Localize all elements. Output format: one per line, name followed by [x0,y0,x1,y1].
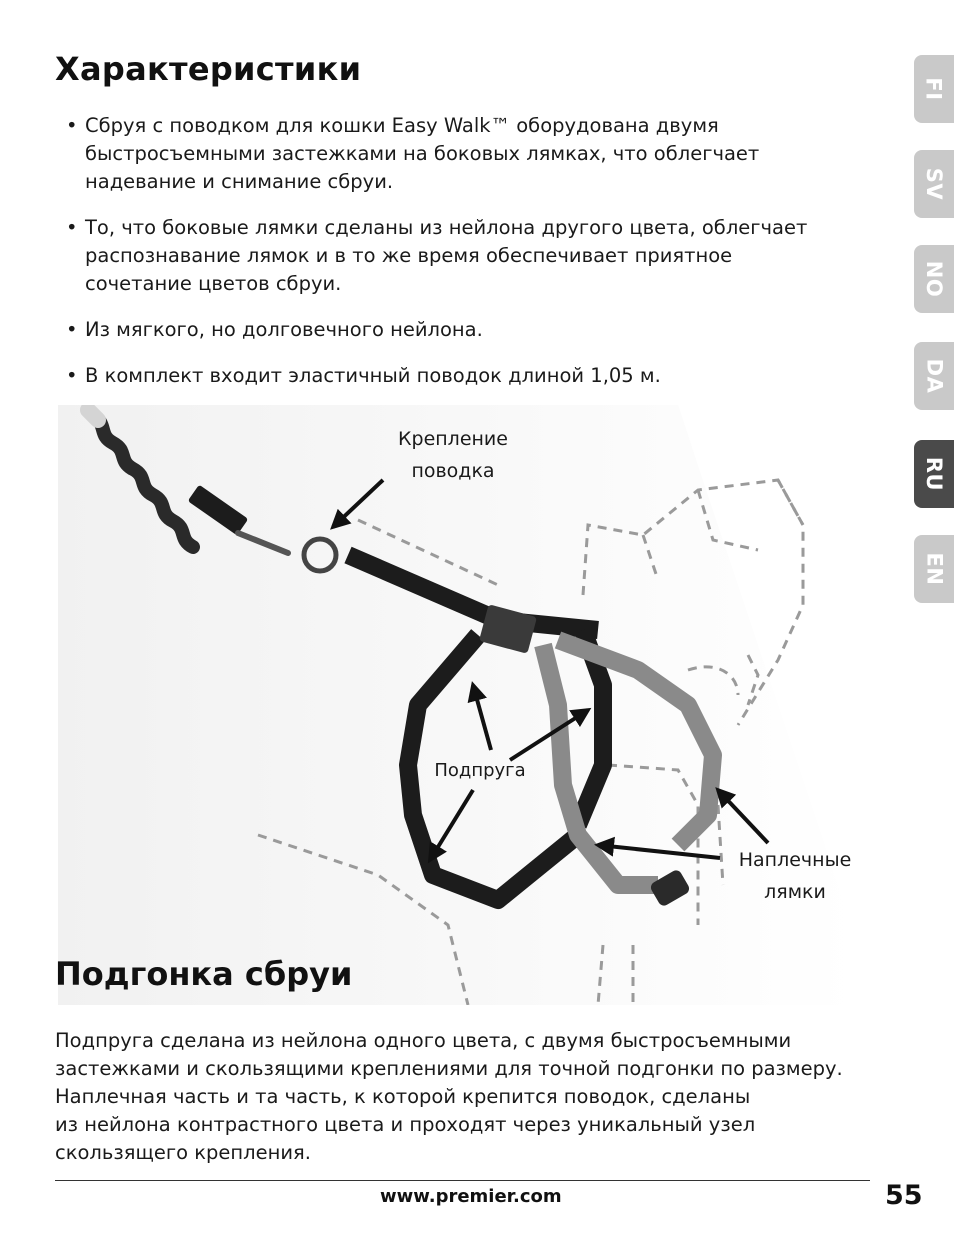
tab-label: NO [922,260,946,298]
tab-label: EN [921,552,946,586]
list-item: • В комплект входит эластичный поводок длиной 1,05 м. [66,362,866,390]
list-item: • То, что боковые лямки сделаны из нейлона другого цвета, облегчает распознавание лямок и в то же время обеспечивает приятное сочетание цветов сбруи. [66,214,866,298]
harness-illustration [58,405,858,1005]
list-item: • Сбруя с поводком для кошки Easy Walk™ оборудована двумя быстросъемными застежками на боковых лямках, что облегчает надевание и снимание сбруи. [66,112,866,196]
label-leash-attachment: Крепление поводка [398,428,508,482]
tab-fi[interactable] [914,55,954,123]
page-number: 55 [885,1180,923,1211]
tab-sv[interactable] [914,150,954,218]
label-girth: Подпруга [434,760,526,781]
harness-drawing [58,405,858,1005]
fitting-paragraph: Подпруга сделана из нейлона одного цвета, с двумя быстросъемными застежками и скользящими креплениями для точной подгонки по размеру. Наплечная часть и та часть, к которой крепится поводок, сделаны из нейлона контрастного цвета и проходят через уникальный узел скользящего крепления. [55,1029,843,1164]
tab-label: FI [921,77,946,101]
fitting-title: Подгонка сбруи [55,955,353,993]
tab-no[interactable] [914,245,954,313]
tab-label: DA [922,358,946,394]
tab-da[interactable] [914,342,954,410]
features-list [66,112,866,408]
tab-label: SV [921,167,946,201]
footer-url: www.premier.com [380,1186,562,1207]
label-shoulder-straps: Наплечные лямки [738,849,852,903]
tab-en[interactable] [914,535,954,603]
features-title: Характеристики [55,50,362,88]
tab-ru[interactable] [914,440,954,508]
footer-divider [55,1180,870,1181]
tab-label: RU [921,456,946,492]
list-item: • Из мягкого, но долговечного нейлона. [66,316,866,344]
background-shade [58,405,858,1005]
